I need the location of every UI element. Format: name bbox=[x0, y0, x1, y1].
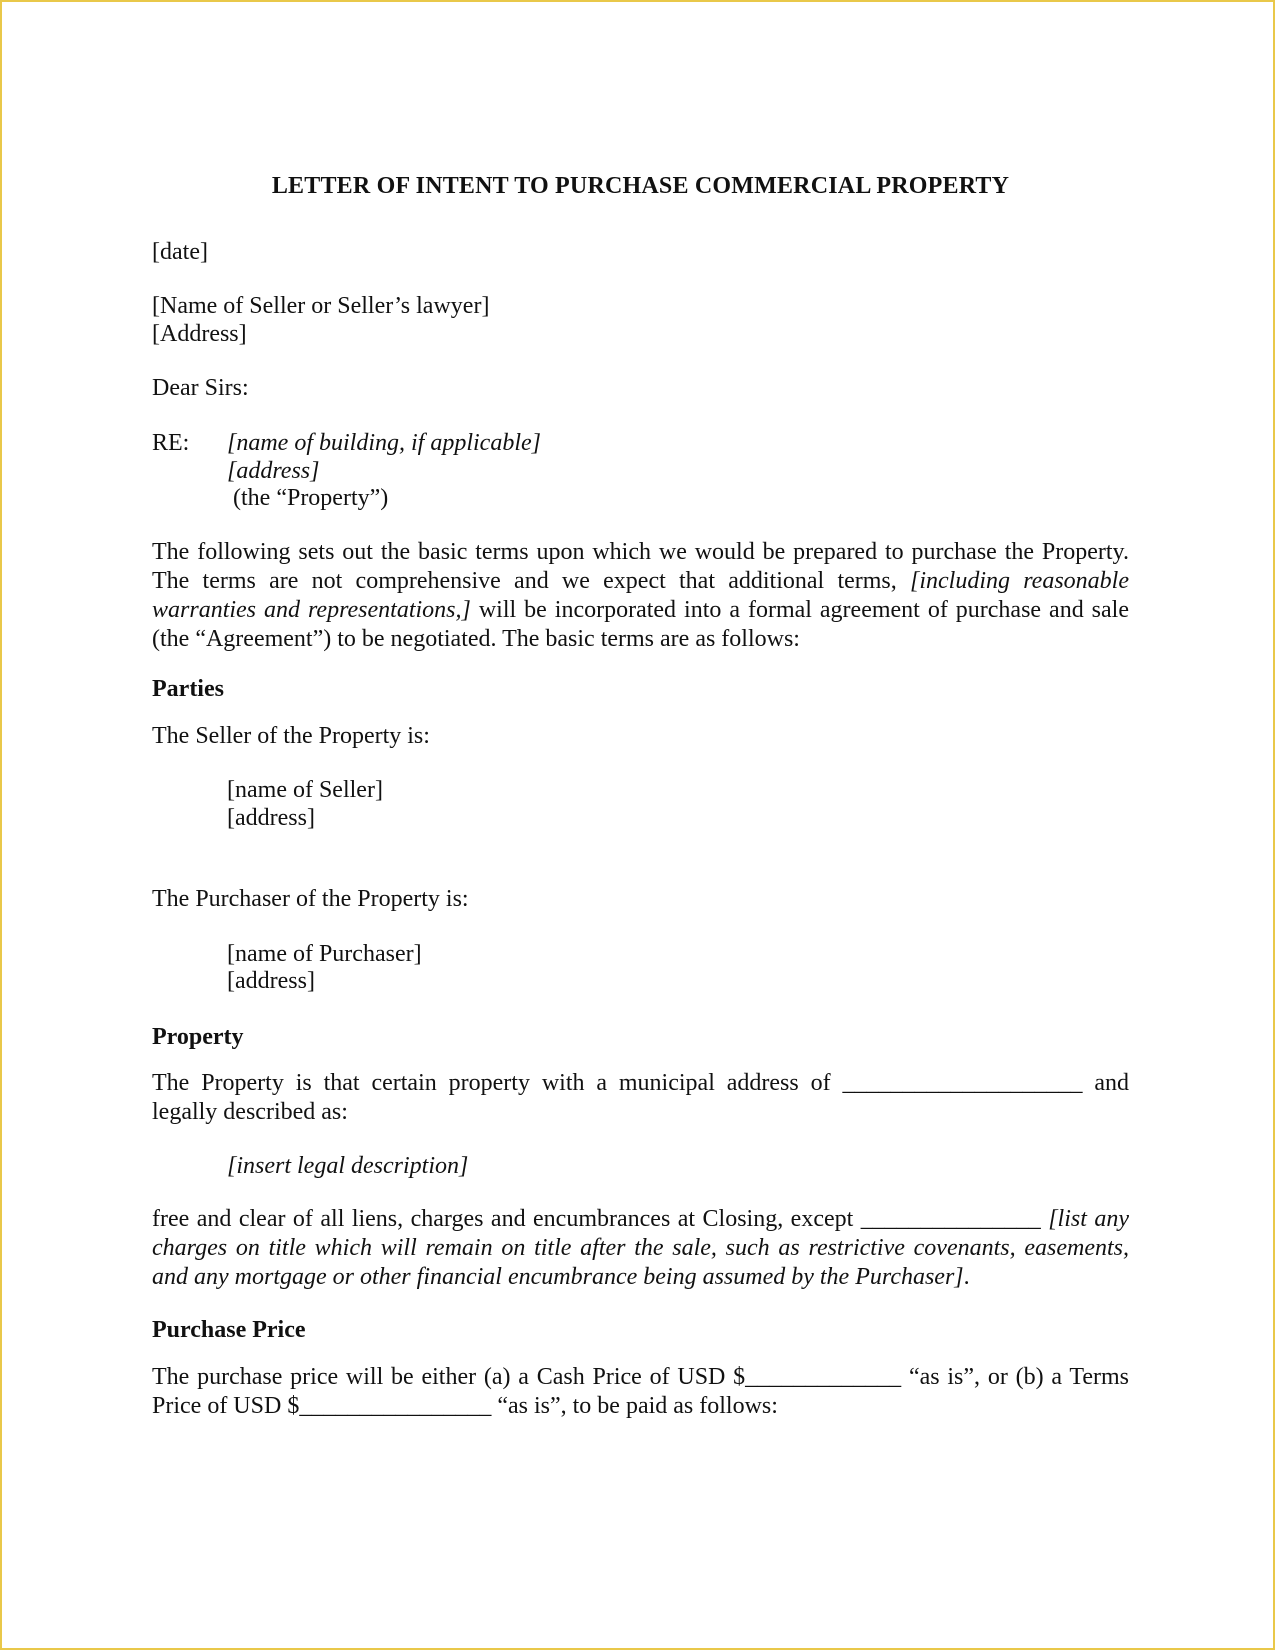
seller-name: [name of Seller] bbox=[227, 777, 383, 803]
property-heading: Property bbox=[152, 1024, 244, 1050]
intro-text-1: The following sets out the basic terms upon which we would be prepared to purchase the Property. The terms are not comprehensive and we expect that additional terms, bbox=[152, 539, 1129, 594]
liens-text-italic: [list any charges on title which will remain on title after the sale, such as restrictive covenants, easements, and any mortgage or other financial encumbrance being assumed by the Purchaser] bbox=[152, 1206, 1129, 1290]
parties-heading: Parties bbox=[152, 676, 224, 702]
purchaser-address: [address] bbox=[227, 968, 315, 994]
re-address: [address] bbox=[227, 458, 320, 484]
recipient-address: [Address] bbox=[152, 321, 247, 347]
date-line: [date] bbox=[152, 239, 208, 265]
seller-address: [address] bbox=[227, 805, 315, 831]
purchaser-intro: The Purchaser of the Property is: bbox=[152, 886, 469, 912]
intro-text-2: will be incorporated into a formal agreement of purchase and sale (the “Agreement”) to be negotiated. The basic terms are as follows: bbox=[152, 597, 1129, 652]
liens-text: free and clear of all liens, charges and encumbrances at Closing, except _______________ bbox=[152, 1206, 1049, 1232]
salutation: Dear Sirs: bbox=[152, 375, 249, 401]
price-paragraph: The purchase price will be either (a) a Cash Price of USD $_____________ “as is”, or (b) a Terms Price of USD $________________ “as is”, to be paid as follows: bbox=[152, 1364, 1129, 1419]
re-building: [name of building, if applicable] bbox=[227, 430, 541, 456]
seller-intro: The Seller of the Property is: bbox=[152, 723, 430, 749]
liens-text-end: . bbox=[963, 1264, 970, 1290]
re-block bbox=[152, 429, 1129, 519]
purchaser-name: [name of Purchaser] bbox=[227, 941, 422, 967]
legal-description: [insert legal description] bbox=[227, 1153, 469, 1179]
price-heading: Purchase Price bbox=[152, 1317, 306, 1343]
intro-text-italic: [including reasonable warranties and representations,] bbox=[152, 568, 1129, 623]
liens-paragraph bbox=[152, 1205, 1129, 1292]
re-property: (the “Property”) bbox=[233, 485, 389, 511]
recipient-name: [Name of Seller or Seller’s lawyer] bbox=[152, 293, 490, 319]
property-paragraph: The Property is that certain property with a municipal address of ____________________ and legally described as: bbox=[152, 1070, 1129, 1125]
document-title: LETTER OF INTENT TO PURCHASE COMMERCIAL PROPERTY bbox=[271, 173, 1010, 199]
re-label: RE: bbox=[152, 430, 190, 456]
intro-paragraph bbox=[152, 538, 1129, 654]
